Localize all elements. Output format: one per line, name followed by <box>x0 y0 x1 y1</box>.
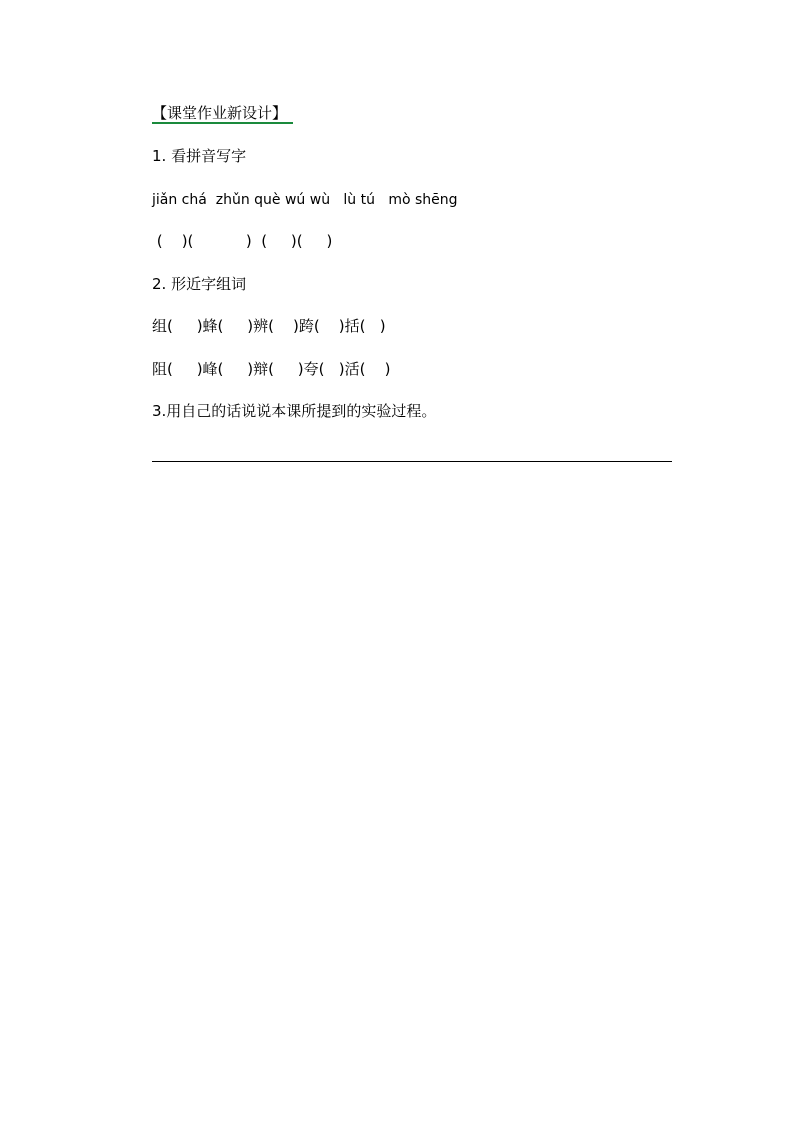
question-2-row-2: 阻( )峰( )辩( )夸( )活( ) <box>152 360 391 378</box>
question-2-title: 2. 形近字组词 <box>152 275 247 293</box>
answer-line <box>152 461 672 462</box>
section-header: 【课堂作业新设计】 <box>152 104 293 124</box>
question-2-row-1: 组( )蜂( )辨( )跨( )括( ) <box>152 317 386 335</box>
question-1-pinyin: jiǎn chá zhǔn què wú wù lù tú mò shēng <box>152 192 458 208</box>
question-3-title: 3.用自己的话说说本课所提到的实验过程。 <box>152 402 437 420</box>
question-1-title: 1. 看拼音写字 <box>152 147 247 165</box>
question-1-answer-blanks: ( )( ) ( )( ) <box>152 232 333 250</box>
